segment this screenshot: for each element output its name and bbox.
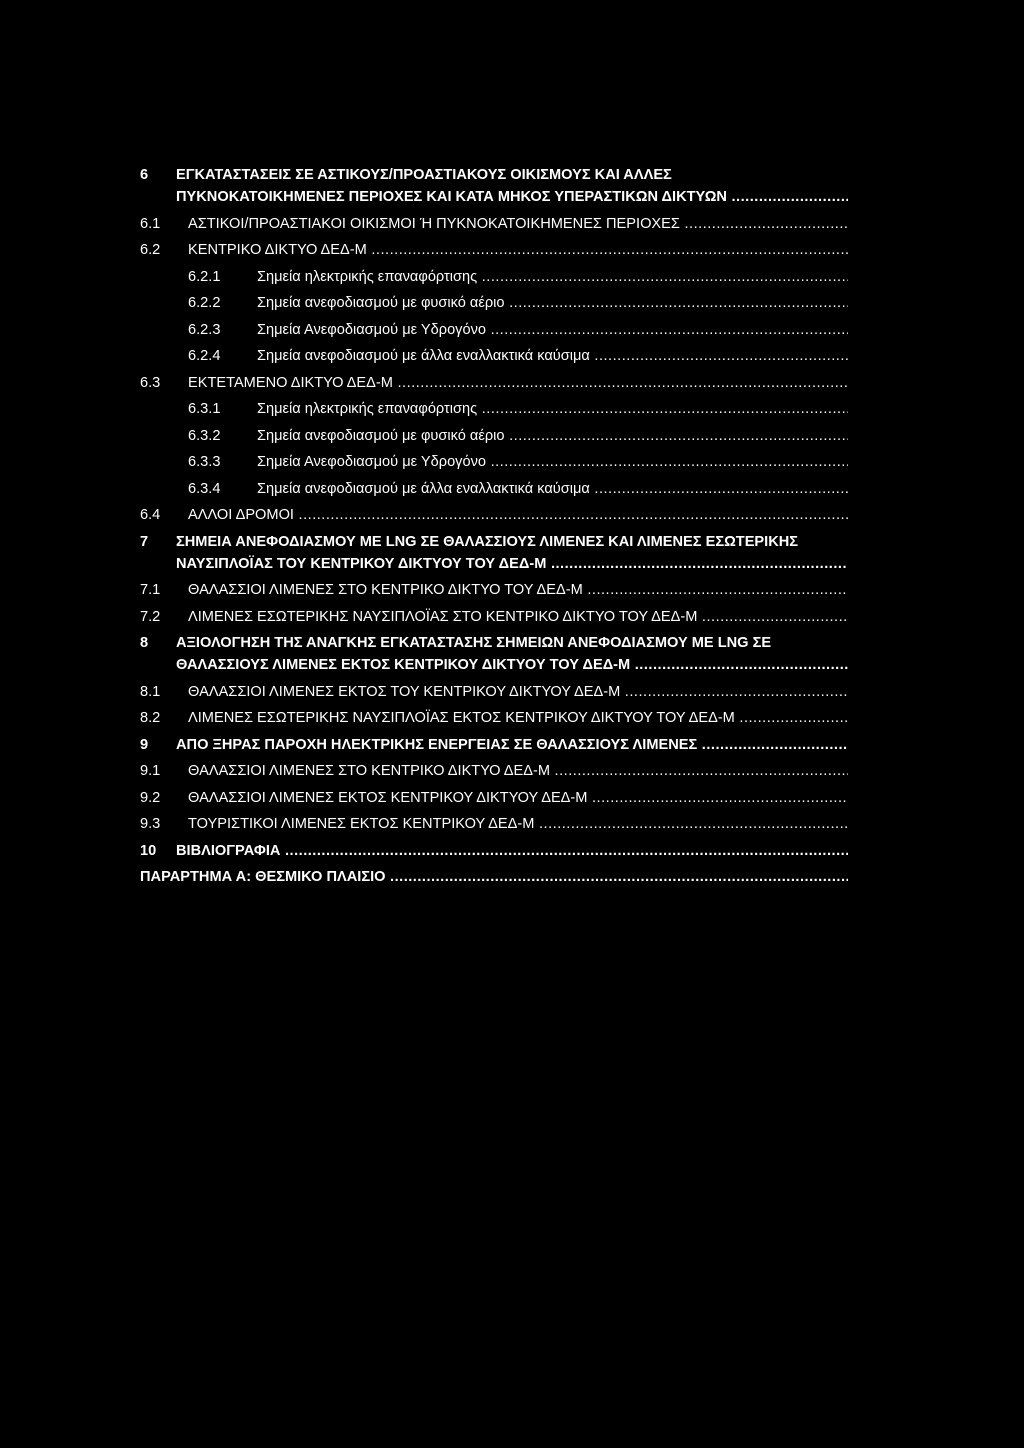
toc-entry-number: 6.3.1 (188, 401, 221, 417)
toc-entry-number: 6.3.3 (188, 454, 221, 470)
table-of-contents (140, 164, 848, 888)
toc-entry-title-line: ΑΣΤΙΚΟΙ/ΠΡΟΑΣΤΙΑΚΟΙ ΟΙΚΙΣΜΟΙ Ή ΠΥΚΝΟΚΑΤΟΙΚΗΜΕΝΕΣ ΠΕΡΙΟΧΕΣ ..... (188, 216, 848, 232)
toc-entry[interactable] (140, 840, 848, 862)
toc-entry[interactable] (140, 319, 848, 341)
toc-entry-title (188, 681, 848, 703)
toc-entry-number: 8.2 (140, 710, 161, 726)
toc-entry-title-line: ΒΙΒΛΙΟΓΡΑΦΙΑ ..... (176, 843, 848, 859)
toc-entry[interactable] (140, 866, 848, 888)
toc-entry-title-line: Σημεία Ανεφοδιασμού με Υδρογόνο ..... (257, 454, 848, 470)
toc-entry-title (257, 345, 848, 367)
toc-entry-title (188, 213, 848, 235)
toc-entry[interactable] (140, 579, 848, 601)
toc-entry-title (257, 425, 848, 447)
toc-entry-title-line: ΕΚΤΕΤΑΜΕΝΟ ΔΙΚΤΥΟ ΔΕΔ-Μ ..... (188, 375, 848, 391)
toc-entry-number: 6.1 (140, 215, 161, 232)
toc-entry-number: 10 (140, 842, 157, 859)
toc-entry-title-line: ΤΟΥΡΙΣΤΙΚΟΙ ΛΙΜΕΝΕΣ ΕΚΤΟΣ ΚΕΝΤΡΙΚΟΥ ΔΕΔ-Μ ..... (188, 816, 848, 832)
toc-entry[interactable] (140, 681, 848, 703)
toc-entry[interactable] (140, 632, 848, 676)
toc-entry-number: 6.4 (140, 507, 161, 523)
toc-entry-title (188, 606, 848, 628)
toc-entry-number: 7 (140, 533, 149, 550)
toc-entry[interactable] (140, 425, 848, 447)
toc-entry[interactable] (140, 213, 848, 235)
toc-entry-title (188, 813, 848, 835)
toc-entry-title (176, 840, 848, 862)
toc-entry-title (257, 266, 848, 288)
toc-entry-title-line: ΛΙΜΕΝΕΣ ΕΣΩΤΕΡΙΚΗΣ ΝΑΥΣΙΠΛΟΪΑΣ ΕΚΤΟΣ ΚΕΝΤΡΙΚΟΥ ΔΙΚΤΥΟΥ ΤΟΥ ΔΕΔ-Μ ..... (188, 710, 848, 726)
toc-entry-title-line: ΚΕΝΤΡΙΚΟ ΔΙΚΤΥΟ ΔΕΔ-Μ ..... (188, 242, 848, 258)
toc-entry[interactable] (140, 398, 848, 420)
toc-entry-number: 6.2 (140, 242, 161, 258)
toc-entry[interactable] (140, 164, 848, 208)
toc-entry-title (257, 292, 848, 314)
toc-entry-title (140, 866, 848, 888)
toc-entry[interactable] (140, 451, 848, 473)
toc-entry-title (188, 579, 848, 601)
toc-entry-number: 6.2.4 (188, 348, 221, 364)
toc-entry-title-line: ΛΙΜΕΝΕΣ ΕΣΩΤΕΡΙΚΗΣ ΝΑΥΣΙΠΛΟΪΑΣ ΣΤΟ ΚΕΝΤΡΙΚΟ ΔΙΚΤΥΟ ΤΟΥ ΔΕΔ-Μ ..... (188, 609, 848, 625)
toc-entry-title-line: ΘΑΛΑΣΣΙΟΥΣ ΛΙΜΕΝΕΣ ΕΚΤΟΣ ΚΕΝΤΡΙΚΟΥ ΔΙΚΤΥΟΥ ΤΟΥ ΔΕΔ-Μ ..... (176, 657, 848, 673)
toc-entry-number: 7.2 (140, 608, 161, 625)
toc-entry[interactable] (140, 813, 848, 835)
toc-entry[interactable] (140, 345, 848, 367)
toc-entry[interactable] (140, 372, 848, 394)
toc-entry-number: 6.3 (140, 374, 161, 391)
toc-entry-title-line: ΘΑΛΑΣΣΙΟΙ ΛΙΜΕΝΕΣ ΣΤΟ ΚΕΝΤΡΙΚΟ ΔΙΚΤΥΟ ΔΕΔ-Μ ..... (188, 763, 848, 779)
toc-entry[interactable] (140, 478, 848, 500)
toc-entry-title (257, 478, 848, 500)
toc-entry-title-line: Σημεία ανεφοδιασμού με άλλα εναλλακτικά καύσιμα ..... (257, 348, 848, 364)
toc-entry-title (257, 319, 848, 341)
toc-entry[interactable] (140, 504, 848, 526)
toc-entry-number: 9.1 (140, 763, 161, 779)
toc-entry-number: 6.2.2 (188, 295, 221, 311)
toc-entry-title-line: Σημεία ηλεκτρικής επαναφόρτισης ..... (257, 401, 848, 417)
toc-entry-title-line: ΠΥΚΝΟΚΑΤΟΙΚΗΜΕΝΕΣ ΠΕΡΙΟΧΕΣ ΚΑΙ ΚΑΤΑ ΜΗΚΟΣ ΥΠΕΡΑΣΤΙΚΩΝ ΔΙΚΤΥΩΝ ..... (176, 189, 848, 205)
toc-entry-title (188, 504, 848, 526)
toc-entry-title (176, 164, 848, 208)
toc-entry-title-line: Σημεία Ανεφοδιασμού με Υδρογόνο ..... (257, 322, 848, 338)
toc-entry[interactable] (140, 760, 848, 782)
toc-entry[interactable] (140, 734, 848, 756)
toc-entry[interactable] (140, 606, 848, 628)
toc-entry-number: 6.3.4 (188, 480, 221, 497)
toc-entry-title-line: Σημεία ηλεκτρικής επαναφόρτισης ..... (257, 269, 848, 285)
toc-entry-number: 9.2 (140, 789, 161, 806)
toc-entry[interactable] (140, 531, 848, 575)
toc-entry-title (176, 632, 848, 676)
toc-entry-title-line: ΑΠΟ ΞΗΡΑΣ ΠΑΡΟΧΗ ΗΛΕΚΤΡΙΚΗΣ ΕΝΕΡΓΕΙΑΣ ΣΕ ΘΑΛΑΣΣΙΟΥΣ ΛΙΜΕΝΕΣ ..... (176, 737, 848, 753)
toc-entry-title (188, 787, 848, 809)
toc-entry-number: 6.2.1 (188, 268, 221, 285)
toc-entry-number: 6.3.2 (188, 427, 221, 444)
toc-entry-title (188, 239, 848, 261)
toc-entry-title-line: ΑΛΛΟΙ ΔΡΟΜΟΙ ..... (188, 507, 848, 523)
toc-entry-title (188, 760, 848, 782)
toc-entry-title-line: ΑΞΙΟΛΟΓΗΣΗ ΤΗΣ ΑΝΑΓΚΗΣ ΕΓΚΑΤΑΣΤΑΣΗΣ ΣΗΜΕΙΩΝ ΑΝΕΦΟΔΙΑΣΜΟΥ ΜΕ LNG ΣΕ (176, 635, 772, 651)
toc-entry-title-line: ΘΑΛΑΣΣΙΟΙ ΛΙΜΕΝΕΣ ΕΚΤΟΣ ΚΕΝΤΡΙΚΟΥ ΔΙΚΤΥΟΥ ΔΕΔ-Μ ..... (188, 790, 848, 806)
toc-entry-title (188, 372, 848, 394)
toc-entry-title-line: ΣΗΜΕΙΑ ΑΝΕΦΟΔΙΑΣΜΟΥ ΜΕ LNG ΣΕ ΘΑΛΑΣΣΙΟΥΣ ΛΙΜΕΝΕΣ ΚΑΙ ΛΙΜΕΝΕΣ ΕΣΩΤΕΡΙΚΗΣ (176, 533, 799, 550)
toc-entry[interactable] (140, 292, 848, 314)
toc-entry-number: 6 (140, 167, 149, 183)
toc-entry-title-line: ΝΑΥΣΙΠΛΟΪΑΣ ΤΟΥ ΚΕΝΤΡΙΚΟΥ ΔΙΚΤΥΟΥ ΤΟΥ ΔΕΔ-Μ ..... (176, 556, 848, 572)
toc-entry[interactable] (140, 787, 848, 809)
toc-entry-title-line: Σημεία ανεφοδιασμού με φυσικό αέριο ..... (257, 295, 848, 311)
toc-entry-title-line: ΠΑΡΑΡΤΗΜΑ Α: ΘΕΣΜΙΚΟ ΠΛΑΙΣΙΟ ..... (140, 869, 848, 885)
toc-entry-number: 8.1 (140, 683, 161, 700)
toc-entry[interactable] (140, 266, 848, 288)
toc-entry-title (176, 734, 848, 756)
toc-entry-title-line: ΘΑΛΑΣΣΙΟΙ ΛΙΜΕΝΕΣ ΕΚΤΟΣ ΤΟΥ ΚΕΝΤΡΙΚΟΥ ΔΙΚΤΥΟΥ ΔΕΔ-Μ ..... (188, 684, 848, 700)
toc-entry-title (257, 451, 848, 473)
toc-entry-number: 6.2.3 (188, 321, 221, 338)
toc-entry-number: 8 (140, 635, 149, 651)
toc-entry-title (257, 398, 848, 420)
toc-entry-title-line: ΕΓΚΑΤΑΣΤΑΣΕΙΣ ΣΕ ΑΣΤΙΚΟΥΣ/ΠΡΟΑΣΤΙΑΚΟΥΣ ΟΙΚΙΣΜΟΥΣ ΚΑΙ ΑΛΛΕΣ (176, 167, 672, 183)
toc-entry-number: 9.3 (140, 816, 161, 832)
toc-entry-title-line: Σημεία ανεφοδιασμού με άλλα εναλλακτικά καύσιμα ..... (257, 481, 848, 497)
toc-entry-number: 9 (140, 736, 149, 753)
toc-entry-number: 7.1 (140, 582, 161, 598)
toc-entry-title-line: Σημεία ανεφοδιασμού με φυσικό αέριο ..... (257, 428, 848, 444)
toc-entry[interactable] (140, 239, 848, 261)
toc-entry-title-line: ΘΑΛΑΣΣΙΟΙ ΛΙΜΕΝΕΣ ΣΤΟ ΚΕΝΤΡΙΚΟ ΔΙΚΤΥΟ ΤΟΥ ΔΕΔ-Μ ..... (188, 582, 848, 598)
toc-entry-title (188, 707, 848, 729)
toc-entry-title (176, 531, 848, 575)
toc-entry[interactable] (140, 707, 848, 729)
